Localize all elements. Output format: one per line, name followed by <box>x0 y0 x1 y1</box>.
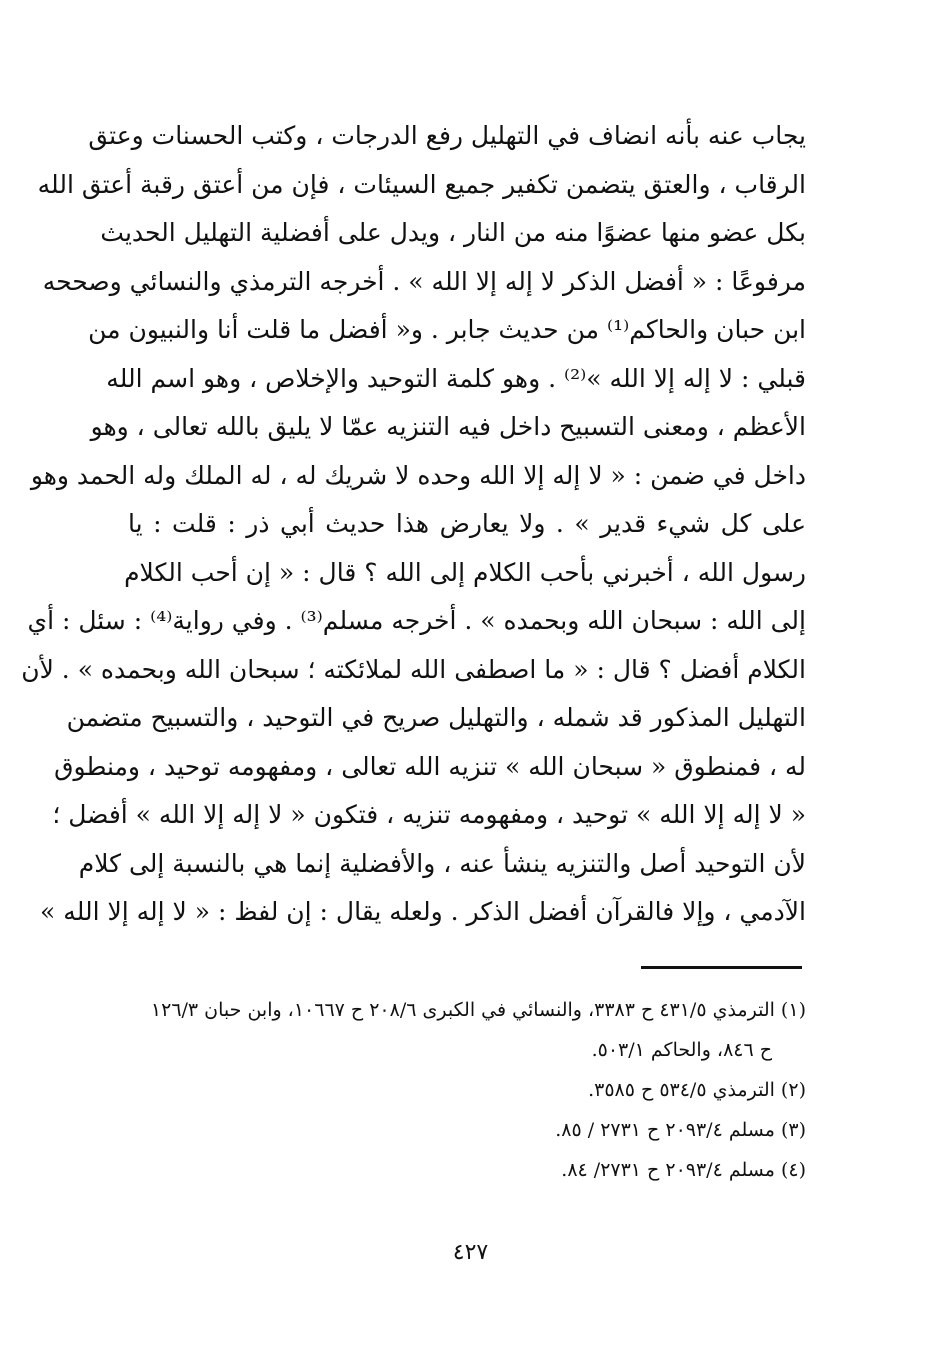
footnote-4: (٤) مسلم ٢٠٩٣/٤ ح ٢٧٣١/ ٨٤. <box>561 1159 806 1181</box>
text-line: مرفوعًا : « أفضل الذكر لا إله إلا الله » . أخرجه الترمذي والنسائي وصححه <box>42 266 806 296</box>
text-line: داخل في ضمن : « لا إله إلا الله وحده لا شريك له ، له الملك وله الحمد وهو <box>30 460 806 490</box>
text-line: إلى الله : سبحان الله وبحمده » . أخرجه مسلم⁽³⁾ . وفي رواية⁽⁴⁾ : سئل : أي <box>27 606 806 635</box>
text-line: قبلي : لا إله إلا الله »⁽²⁾ . وهو كلمة التوحيد والإخلاص ، وهو اسم الله <box>106 363 806 393</box>
page-number: ٤٢٧ <box>452 1240 489 1265</box>
footnote-separator <box>641 966 802 969</box>
footnote-1: (١) الترمذي ٤٣١/٥ ح ٣٣٨٣، والنسائي في الكبرى ٢٠٨/٦ ح ١٠٦٦٧، وابن حبان ١٢٦/٣ <box>150 999 806 1021</box>
text-line: ابن حبان والحاكم⁽¹⁾ من حديث جابر . و« أفضل ما قلت أنا والنبيون من <box>88 315 806 344</box>
text-line: الأعظم ، ومعنى التسبيح داخل فيه التنزيه عمّا لا يليق بالله تعالى ، وهو <box>90 412 806 441</box>
footnote-2: (٢) الترمذي ٥٣٤/٥ ح ٣٥٨٥. <box>588 1079 806 1101</box>
text-line: الرقاب ، والعتق يتضمن تكفير جميع السيئات ، فإن من أعتق رقبة أعتق الله <box>37 169 806 199</box>
text-line: بكل عضو منها عضوًا منه من النار ، ويدل على أفضلية التهليل الحديث <box>100 218 806 247</box>
footnote-1-continued: ح ٨٤٦، والحاكم ٥٠٣/١. <box>591 1039 772 1061</box>
text-line: على كل شيء قدير » . ولا يعارض هذا حديث أبي ذر : قلت : يا <box>128 509 806 538</box>
text-line: الكلام أفضل ؟ قال : « ما اصطفى الله لملائكته ؛ سبحان الله وبحمده » . لأن <box>21 654 806 684</box>
text-line: له ، فمنطوق « سبحان الله » تنزيه الله تعالى ، ومفهومه توحيد ، ومنطوق <box>54 751 806 781</box>
text-line: لأن التوحيد أصل والتنزيه ينشأ عنه ، والأفضلية إنما هي بالنسبة إلى كلام <box>78 848 806 878</box>
text-line: الآدمي ، وإلا فالقرآن أفضل الذكر . ولعله يقال : إن لفظ : « لا إله إلا الله » <box>40 897 806 926</box>
text-line: « لا إله إلا الله » توحيد ، ومفهومه تنزيه ، فتكون « لا إله إلا الله » أفضل ؛ <box>52 800 806 829</box>
footnotes <box>128 990 806 1190</box>
main-text <box>21 112 806 937</box>
text-line: التهليل المذكور قد شمله ، والتهليل صريح في التوحيد ، والتسبيح متضمن <box>66 703 806 732</box>
footnote-3: (٣) مسلم ٢٠٩٣/٤ ح ٢٧٣١ / ٨٥. <box>555 1119 806 1141</box>
text-line: رسول الله ، أخبرني بأحب الكلام إلى الله ؟ قال : « إن أحب الكلام <box>124 557 806 587</box>
text-line: يجاب عنه بأنه انضاف في التهليل رفع الدرجات ، وكتب الحسنات وعتق <box>88 121 806 150</box>
